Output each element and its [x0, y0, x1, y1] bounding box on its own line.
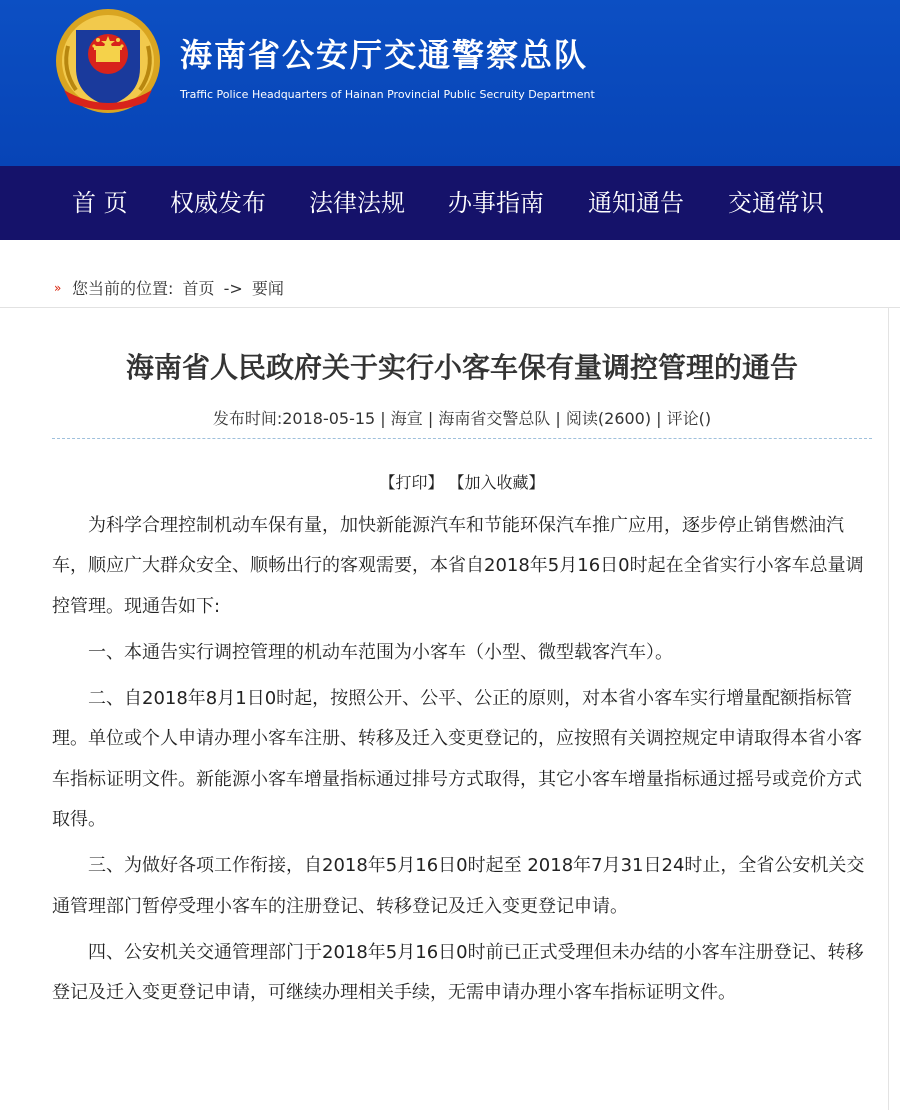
- print-link[interactable]: 【打印】: [379, 473, 444, 492]
- main-nav: [0, 166, 900, 240]
- nav-item-traffic-knowledge[interactable]: 交通常识: [728, 189, 824, 217]
- article-paragraph: 二、自2018年8月1日0时起，按照公开、公平、公正的原则，对本省小客车实行增量配额指标管理。单位或个人申请办理小客车注册、转移及迁入变更登记的，应按照有关调控规定申请取得本省小客车指标证明文件。新能源小客车增量指标通过排号方式取得，其它小客车增量指标通过摇号或竞价方式取得。: [52, 688, 862, 831]
- nav-item-laws[interactable]: 法律法规: [309, 189, 405, 217]
- site-subtitle: Traffic Police Headquarters of Hainan Provincial Public Secruity Department: [180, 88, 595, 101]
- police-emblem-icon: [54, 6, 162, 116]
- breadcrumb-separator: ->: [223, 279, 243, 298]
- breadcrumb-label: 您当前的位置:: [72, 279, 174, 298]
- add-favorite-link[interactable]: 【加入收藏】: [448, 473, 545, 492]
- article-paragraph: 一、本通告实行调控管理的机动车范围为小客车（小型、微型载客汽车）。: [88, 641, 673, 663]
- site-header: [0, 0, 900, 166]
- article-actions: [0, 470, 900, 493]
- nav-item-notices[interactable]: 通知通告: [588, 189, 684, 217]
- article-title: 海南省人民政府关于实行小客车保有量调控管理的通告: [125, 351, 798, 384]
- breadcrumb-home-link[interactable]: 首页: [182, 279, 215, 298]
- nav-item-guide[interactable]: 办事指南: [448, 189, 544, 217]
- double-chevron-icon: »: [54, 281, 62, 295]
- breadcrumb-current[interactable]: 要闻: [251, 279, 284, 298]
- breadcrumb: [0, 240, 900, 308]
- article-paragraph: 四、公安机关交通管理部门于2018年5月16日0时前已正式受理但未办结的小客车注册登记、转移登记及迁入变更登记申请，可继续办理相关手续，无需申请办理小客车指标证明文件。: [52, 941, 864, 1004]
- article-paragraph: 为科学合理控制机动车保有量，加快新能源汽车和节能环保汽车推广应用，逐步停止销售燃油汽车，顺应广大群众安全、顺畅出行的客观需要，本省自2018年5月16日0时起在全省实行小客车总量调控管理。现通告如下:: [52, 515, 864, 617]
- nav-item-home[interactable]: 首 页: [72, 189, 128, 217]
- site-title: 海南省公安厅交通警察总队: [180, 36, 589, 74]
- article-meta: 发布时间:2018-05-15 | 海宣 | 海南省交警总队 | 阅读(2600) | 评论(): [212, 409, 712, 428]
- title-divider: [52, 438, 872, 439]
- article-paragraph: 三、为做好各项工作衔接，自2018年5月16日0时起至 2018年7月31日24时止，全省公安机关交通管理部门暂停受理小客车的注册登记、转移登记及迁入变更登记申请。: [52, 855, 865, 917]
- article-body: [52, 506, 872, 1020]
- nav-item-authority-release[interactable]: 权威发布: [170, 189, 266, 217]
